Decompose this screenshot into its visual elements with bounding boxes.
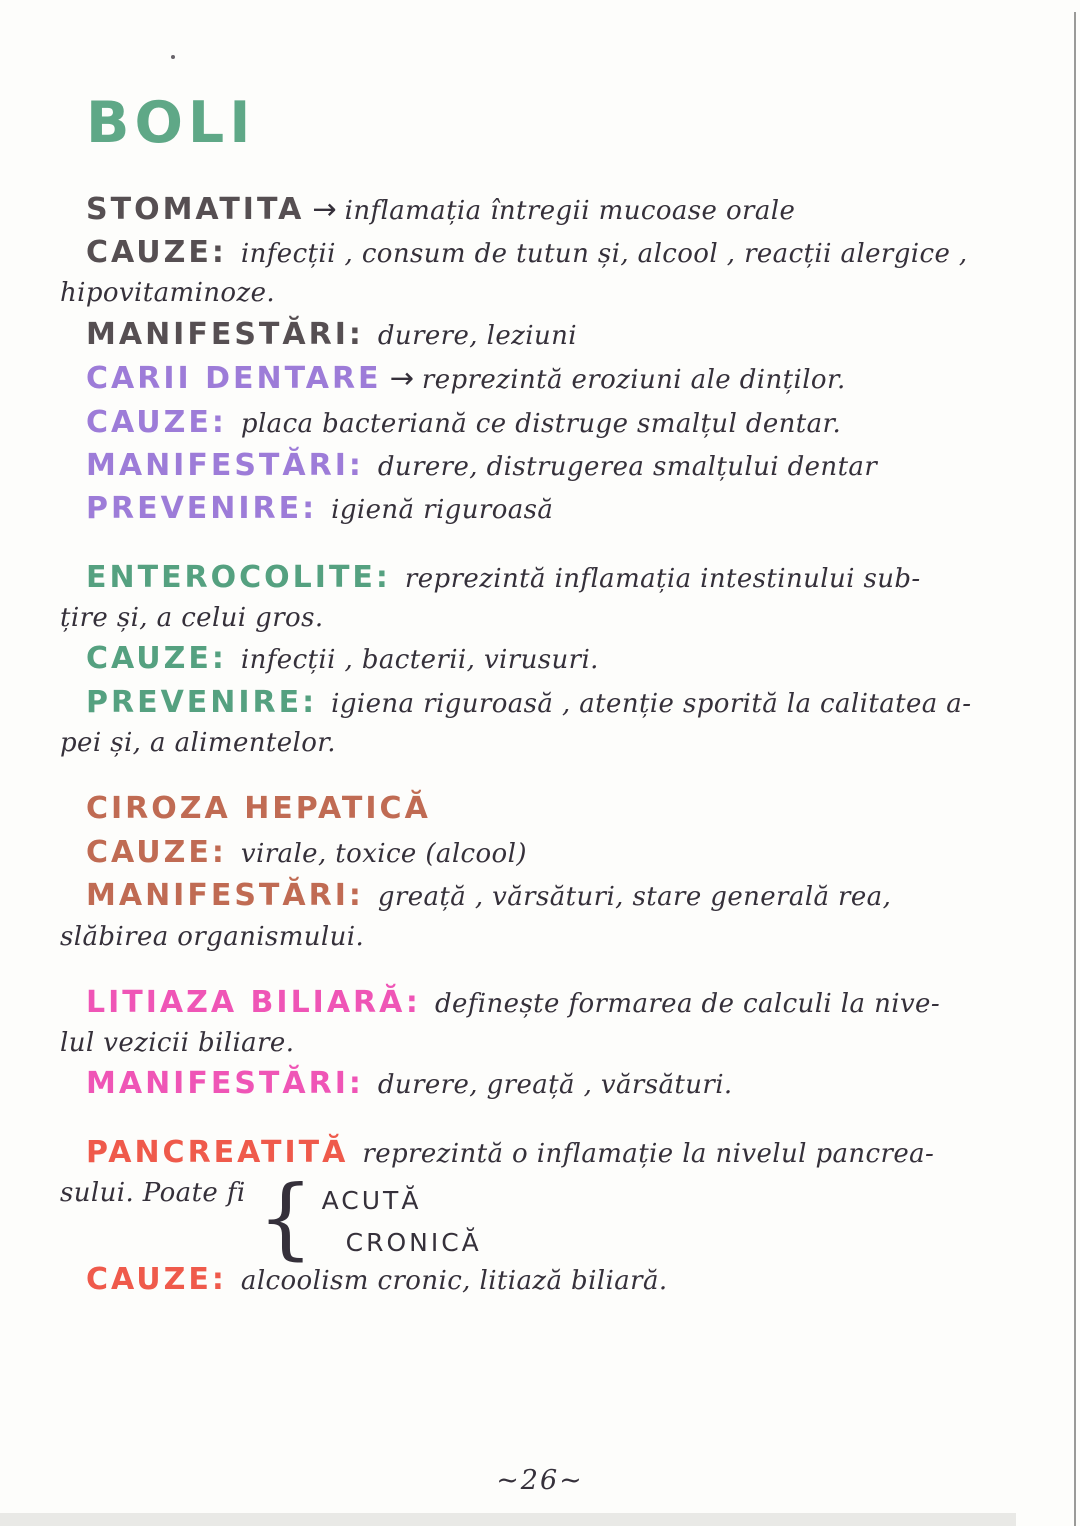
note-text: sului. Poate fi bbox=[60, 1178, 246, 1209]
note-text: virale, toxice (alcool) bbox=[240, 838, 527, 869]
note-line bbox=[86, 1134, 1044, 1172]
ink-speck bbox=[171, 55, 175, 59]
type-acuta: ACUTĂ bbox=[321, 1186, 422, 1216]
note-text: slăbirea organismului. bbox=[60, 921, 365, 952]
note-line bbox=[86, 1261, 1044, 1299]
note-text: durere, distrugerea smalțului dentar bbox=[377, 451, 878, 482]
section-carii-dentare bbox=[60, 360, 1044, 529]
section-pancreatita bbox=[60, 1134, 1044, 1300]
note-text: reprezintă inflamația intestinului sub- bbox=[404, 563, 921, 594]
note-line bbox=[86, 316, 1044, 354]
note-text: hipovitaminoze. bbox=[60, 278, 276, 309]
arrow-icon: → bbox=[312, 191, 337, 226]
note-text: igienă riguroasă bbox=[331, 495, 554, 526]
note-line bbox=[86, 490, 1044, 528]
note-text: greață , vărsături, stare generală rea, bbox=[377, 882, 892, 913]
label-manifestari: MANIFESTĂRI: bbox=[86, 878, 364, 914]
note-line bbox=[60, 1027, 1044, 1060]
label-cauze: CAUZE: bbox=[86, 1262, 227, 1298]
note-line bbox=[86, 877, 1044, 915]
note-text: lul vezicii biliare. bbox=[60, 1028, 295, 1059]
note-line bbox=[86, 360, 1044, 398]
disease-heading: ENTEROCOLITE: bbox=[86, 559, 391, 595]
label-manifestari: MANIFESTĂRI: bbox=[86, 1066, 364, 1102]
note-line bbox=[86, 684, 1044, 722]
scan-page-edge bbox=[1074, 12, 1076, 1526]
note-line bbox=[86, 559, 1044, 597]
label-cauze: CAUZE: bbox=[86, 641, 227, 677]
note-line bbox=[86, 191, 1044, 229]
note-line bbox=[86, 404, 1044, 442]
label-cauze: CAUZE: bbox=[86, 235, 227, 271]
note-text: inflamația întregii mucoase orale bbox=[344, 195, 796, 226]
note-line bbox=[86, 447, 1044, 485]
note-line bbox=[86, 1065, 1044, 1103]
section-enterocolite bbox=[60, 559, 1044, 761]
brace-glyph: { bbox=[257, 1166, 314, 1270]
section-ciroza-hepatica bbox=[60, 790, 1044, 953]
note-line-brace bbox=[60, 1166, 1044, 1270]
section-stomatita bbox=[60, 191, 1044, 354]
disease-heading: STOMATITA bbox=[86, 191, 305, 227]
note-line bbox=[60, 602, 1044, 635]
note-text: reprezintă eroziuni ale dinților. bbox=[421, 365, 846, 396]
note-text: pei și, a alimentelor. bbox=[60, 728, 336, 759]
page-title: BOLI bbox=[86, 90, 256, 156]
scan-edge-shadow bbox=[0, 1513, 1016, 1526]
note-text: alcoolism cronic, litiază biliară. bbox=[240, 1266, 668, 1297]
label-prevenire: PREVENIRE: bbox=[86, 491, 318, 527]
pancreatita-types bbox=[318, 1177, 482, 1259]
note-text: infecții , bacterii, virusuri. bbox=[240, 645, 599, 676]
label-cauze: CAUZE: bbox=[86, 834, 227, 870]
note-line bbox=[60, 277, 1044, 310]
note-text: definește formarea de calculi la nive- bbox=[434, 988, 940, 1019]
page-number: ~26~ bbox=[496, 1465, 584, 1496]
label-cauze: CAUZE: bbox=[86, 404, 227, 440]
disease-heading: CARII DENTARE bbox=[86, 361, 382, 397]
disease-heading: PANCREATITĂ bbox=[86, 1134, 349, 1170]
disease-heading: CIROZA HEPATICĂ bbox=[86, 791, 431, 827]
section-litiaza-biliara bbox=[60, 984, 1044, 1104]
note-text: durere, leziuni bbox=[377, 320, 577, 351]
note-text: igiena riguroasă , atenție sporită la calitatea a- bbox=[331, 688, 972, 719]
note-line bbox=[60, 727, 1044, 760]
arrow-icon: → bbox=[389, 361, 414, 396]
type-cronica: CRONICĂ bbox=[345, 1228, 482, 1258]
note-line bbox=[86, 640, 1044, 678]
disease-heading: LITIAZA BILIARĂ: bbox=[86, 984, 421, 1020]
label-manifestari: MANIFESTĂRI: bbox=[86, 447, 364, 483]
note-text: infecții , consum de tutun și, alcool , reacții alergice , bbox=[240, 239, 968, 270]
note-text: placa bacteriană ce distruge smalțul dentar. bbox=[240, 408, 842, 439]
note-line bbox=[86, 234, 1044, 272]
note-text: durere, greață , vărsături. bbox=[377, 1070, 733, 1101]
label-manifestari: MANIFESTĂRI: bbox=[86, 316, 364, 352]
note-line bbox=[60, 921, 1044, 954]
note-text: țire și, a celui gros. bbox=[60, 603, 324, 634]
note-text: reprezintă o inflamație la nivelul pancrea- bbox=[362, 1138, 935, 1169]
note-line bbox=[86, 984, 1044, 1022]
note-line bbox=[86, 790, 1044, 828]
note-line bbox=[86, 834, 1044, 872]
label-prevenire: PREVENIRE: bbox=[86, 684, 318, 720]
